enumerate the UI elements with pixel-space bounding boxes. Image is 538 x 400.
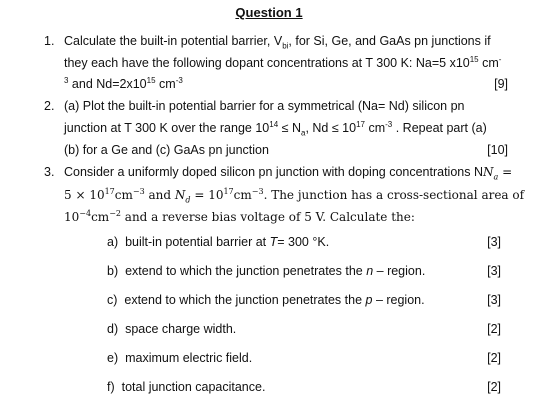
q2-line-1: (a) Plot the built-in potential barrier for a symmetrical (Na= Nd) silicon pn [64, 99, 465, 113]
q3-part-e: e) maximum electric field. [107, 351, 253, 365]
q3-part-a: a) built-in potential barrier at T= 300 °K. [107, 235, 330, 249]
q1-line-1: Calculate the built-in potential barrier, $V_{bi}$, for Si, Ge, and GaAs pn junctions if [64, 34, 491, 51]
q3-part-b-marks: [3] [487, 264, 501, 278]
q3-part-a-marks: [3] [487, 235, 501, 249]
q2-line-2: junction at T 300 K over the range $10^{14} \le N_a$, $Nd \le 10^{17}$ $cm^{-3}$ . Repeat part (a) [64, 119, 487, 138]
q3-part-f: f) total junction capacitance. [107, 380, 266, 394]
q1-line-2: they each have the following dopant concentrations at T 300 K: Na=5 $x10^{15}$ cm- [64, 54, 502, 70]
q3-line-1: Consider a uniformly doped silicon pn junction with doping concentrations $NN_a$ = [64, 165, 513, 182]
q3-part-d: d) space charge width. [107, 322, 237, 336]
q3-line-3: $10^{-4}cm^{-2}$ and a reverse bias voltage of 5 V. Calculate the: [64, 209, 415, 224]
q1-number: 1. [44, 34, 55, 48]
q3-part-d-marks: [2] [487, 322, 501, 336]
q3-part-f-marks: [2] [487, 380, 501, 394]
q2-number: 2. [44, 99, 55, 113]
q2-line-3: (b) for a Ge and (c) GaAs pn junction [64, 143, 269, 157]
q3-part-e-marks: [2] [487, 351, 501, 365]
q3-part-b: b) extend to which the junction penetrates the n – region. [107, 264, 426, 278]
q1-line-3: $^3$ and $Nd=2x10^{15}$ $cm^{-3}$ [64, 75, 183, 91]
q1-marks: [9] [494, 77, 508, 91]
q3-number: 3. [44, 165, 55, 179]
q3-line-2: $5 \times 10^{17}cm^{-3}$ and $N_d = 10^{17}cm^{-3}$. The junction has a cross-sectional area of [64, 187, 525, 205]
q3-part-c-marks: [3] [487, 293, 501, 307]
q2-marks: [10] [487, 143, 508, 157]
q3-part-c: c) extend to which the junction penetrates the p – region. [107, 293, 425, 307]
question-title: Question 1 [235, 5, 303, 20]
